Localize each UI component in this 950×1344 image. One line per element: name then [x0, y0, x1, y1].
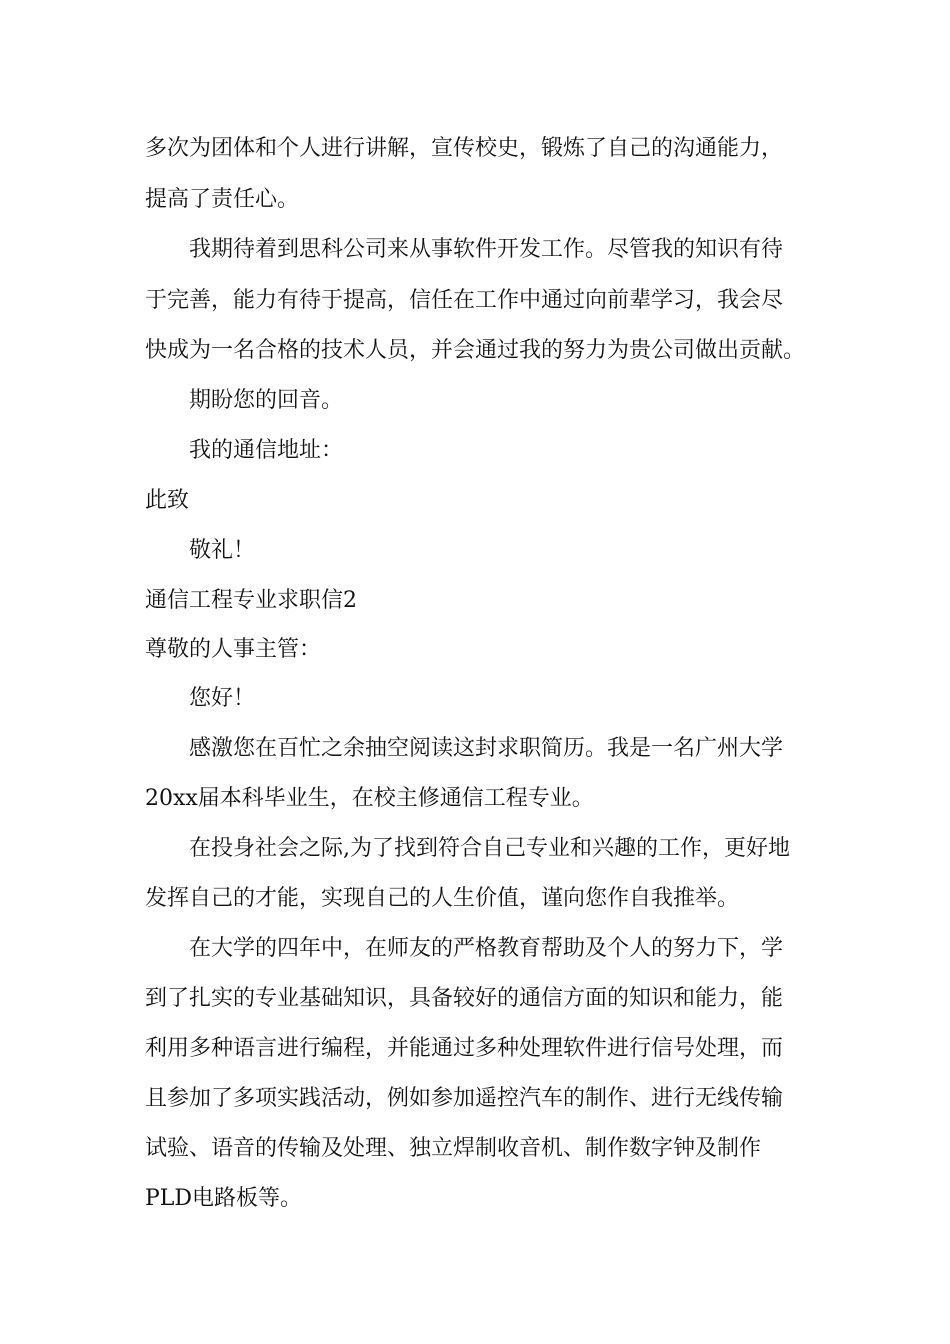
- text-line: 20xx届本科毕业生，在校主修通信工程专业。: [145, 786, 594, 811]
- text-line: 在大学的四年中，在师友的严格教育帮助及个人的努力下，学: [189, 936, 784, 961]
- text-line: 尊敬的人事主管：: [145, 637, 322, 662]
- text-line: 提高了责任心。: [145, 187, 300, 212]
- text-line: 此致: [145, 488, 190, 513]
- text-line: 我期待着到思科公司来从事软件开发工作。尽管我的知识有待: [189, 237, 784, 262]
- text-line: 期盼您的回音。: [189, 388, 344, 413]
- text-line: 到了扎实的专业基础知识，具备较好的通信方面的知识和能力，能: [145, 986, 784, 1011]
- text-line: 于完善，能力有待于提高，信任在工作中通过向前辈学习，我会尽: [145, 288, 784, 313]
- text-line: 快成为一名合格的技术人员，并会通过我的努力为贵公司做出贡献。: [145, 338, 806, 363]
- text-line: PLD电路板等。: [145, 1186, 303, 1211]
- text-line: 发挥自己的才能，实现自己的人生价值，谨向您作自我推举。: [145, 886, 740, 911]
- text-line: 您好！: [189, 686, 256, 711]
- text-line: 我的通信地址：: [189, 438, 344, 463]
- text-line: 敬礼！: [189, 538, 256, 563]
- text-line: 在投身社会之际,为了找到符合自己专业和兴趣的工作，更好地: [189, 836, 790, 861]
- text-line: 试验、语音的传输及处理、独立焊制收音机、制作数字钟及制作: [145, 1136, 762, 1161]
- text-line: 且参加了多项实践活动，例如参加遥控汽车的制作、进行无线传输: [145, 1086, 784, 1111]
- text-line: 利用多种语言进行编程，并能通过多种处理软件进行信号处理，而: [145, 1036, 784, 1061]
- text-line: 多次为团体和个人进行讲解，宣传校史，锻炼了自己的沟通能力，: [145, 136, 784, 161]
- heading-line: 通信工程专业求职信2: [145, 588, 357, 613]
- text-line: 感激您在百忙之余抽空阅读这封求职简历。我是一名广州大学: [189, 736, 784, 761]
